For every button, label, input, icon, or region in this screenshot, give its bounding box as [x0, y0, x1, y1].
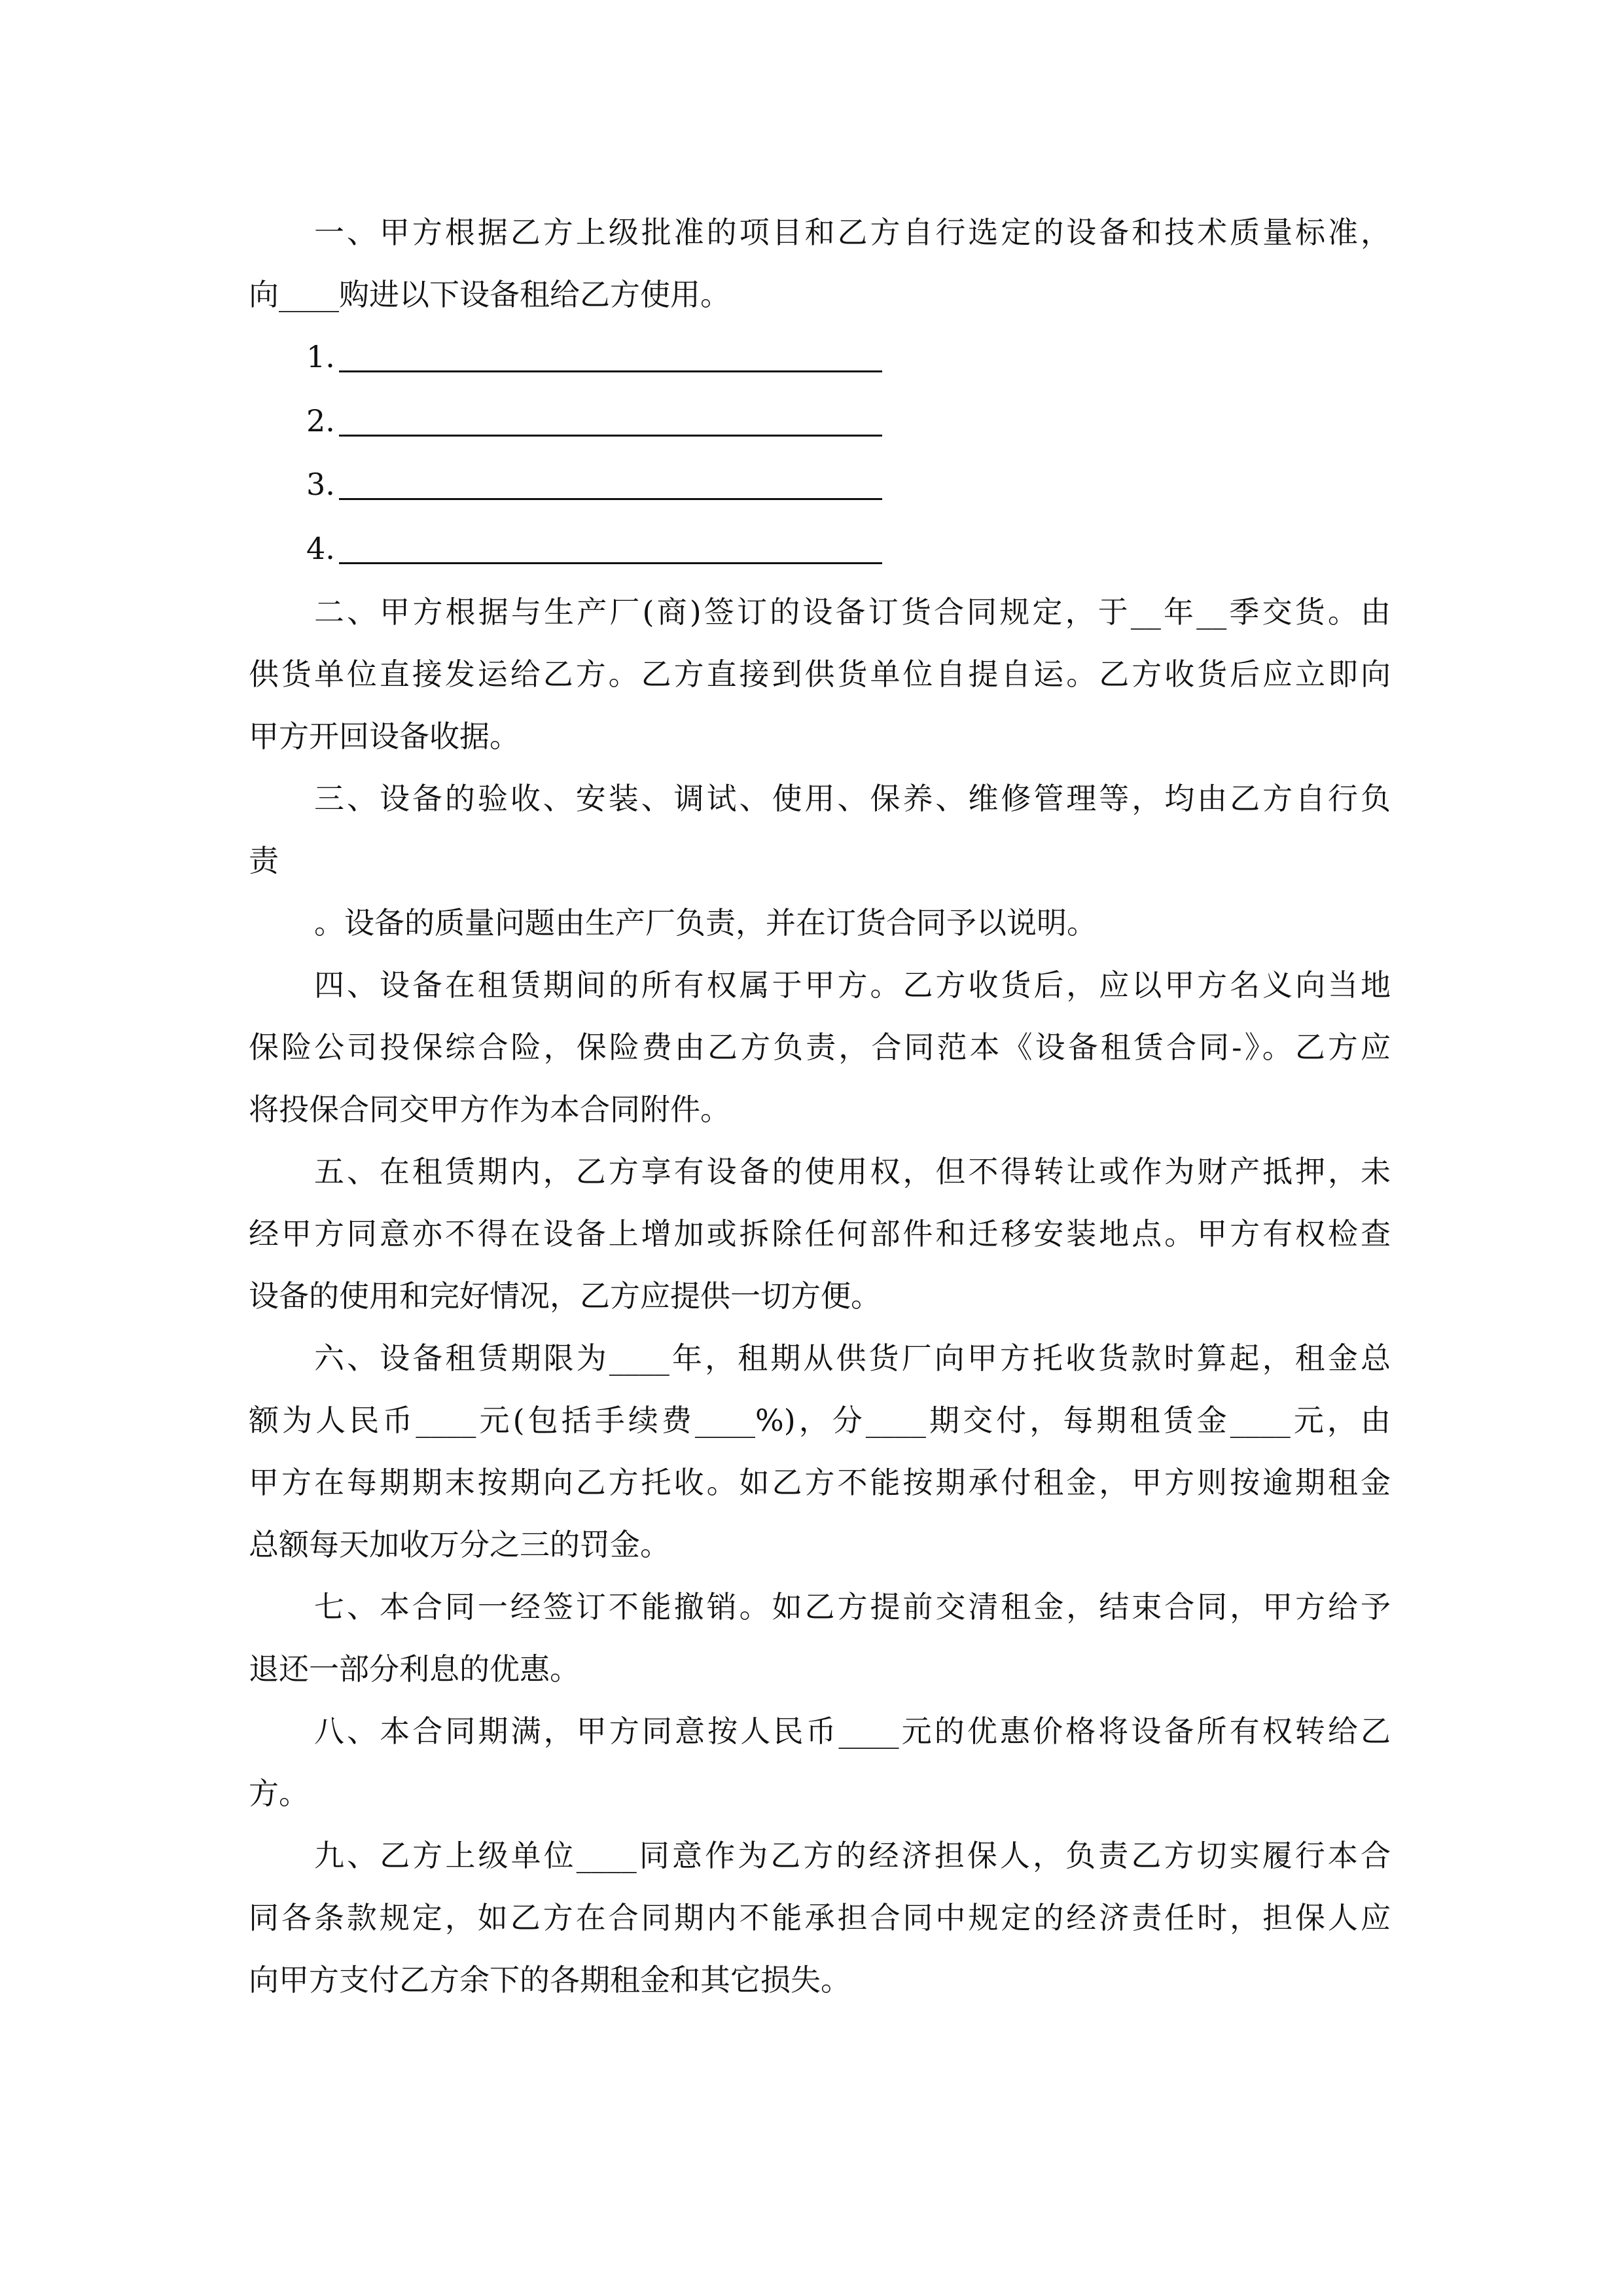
clause-7-line-1: 七、本合同一经签订不能撤销。如乙方提前交清租金，结束合同，甲方给予 — [314, 1589, 1391, 1624]
clause-4-line-1: 四、设备在租赁期间的所有权属于甲方。乙方收货后，应以甲方名义向当地 — [314, 967, 1391, 1003]
clause-9-line-1: 九、乙方上级单位____同意作为乙方的经济担保人，负责乙方切实履行本合 — [314, 1838, 1391, 1873]
equipment-list-item-2[interactable] — [306, 395, 895, 447]
fill-in-blank-line[interactable] — [339, 498, 882, 500]
clause-8-line-2: 方。 — [249, 1776, 309, 1811]
list-item-label: 1. — [306, 339, 335, 374]
fill-in-blank-line[interactable] — [339, 562, 882, 564]
clause-2-line-2: 供货单位直接发运给乙方。乙方直接到供货单位自提自运。乙方收货后应立即向 — [249, 656, 1391, 692]
fill-in-blank-line[interactable] — [339, 435, 882, 437]
clause-7-line-2: 退还一部分利息的优惠。 — [249, 1651, 580, 1687]
clause-5-line-3: 设备的使用和完好情况，乙方应提供一切方便。 — [249, 1278, 881, 1314]
clause-6-line-4: 总额每天加收万分之三的罚金。 — [249, 1527, 670, 1562]
clause-6-line-3: 甲方在每期期末按期向乙方托收。如乙方不能按期承付租金，甲方则按逾期租金 — [249, 1465, 1391, 1500]
clause-8-line-1: 八、本合同期满，甲方同意按人民币____元的优惠价格将设备所有权转给乙 — [314, 1713, 1391, 1749]
list-item-label: 4. — [306, 531, 335, 566]
clause-4-line-2: 保险公司投保综合险，保险费由乙方负责，合同范本《设备租赁合同-》。乙方应 — [249, 1030, 1391, 1065]
clause-3-line-3: 。设备的质量问题由生产厂负责，并在订货合同予以说明。 — [314, 905, 1097, 941]
equipment-list-item-4[interactable] — [306, 522, 895, 575]
clause-5-line-1: 五、在租赁期内，乙方享有设备的使用权，但不得转让或作为财产抵押，未 — [314, 1154, 1391, 1189]
clause-1-line-1: 一、甲方根据乙方上级批准的项目和乙方自行选定的设备和技术质量标准， — [314, 215, 1391, 250]
clause-1-line-2: 向____购进以下设备租给乙方使用。 — [249, 277, 730, 312]
clause-9-line-2: 同各条款规定，如乙方在合同期内不能承担合同中规定的经济责任时，担保人应 — [249, 1900, 1391, 1935]
clause-4-line-3: 将投保合同交甲方作为本合同附件。 — [249, 1092, 730, 1127]
equipment-list-item-1[interactable] — [306, 331, 895, 383]
clause-2-line-3: 甲方开回设备收据。 — [249, 719, 520, 754]
clause-2-line-1: 二、甲方根据与生产厂(商)签订的设备订货合同规定，于__年__季交货。由 — [314, 594, 1391, 630]
clause-6-line-1: 六、设备租赁期限为____年，租期从供货厂向甲方托收货款时算起，租金总 — [314, 1340, 1391, 1376]
fill-in-blank-line[interactable] — [339, 370, 882, 372]
list-item-label: 2. — [306, 403, 335, 439]
list-item-label: 3. — [306, 467, 335, 502]
clause-6-line-2: 额为人民币____元(包括手续费____%)，分____期交付，每期租赁金____元，由 — [249, 1403, 1391, 1438]
clause-5-line-2: 经甲方同意亦不得在设备上增加或拆除任何部件和迁移安装地点。甲方有权检查 — [249, 1216, 1391, 1251]
equipment-list-item-3[interactable] — [306, 458, 895, 511]
clause-9-line-3: 向甲方支付乙方余下的各期租金和其它损失。 — [249, 1962, 851, 1998]
clause-3-line-2: 责 — [249, 843, 279, 878]
clause-3-line-1: 三、设备的验收、安装、调试、使用、保养、维修管理等，均由乙方自行负 — [314, 781, 1391, 816]
